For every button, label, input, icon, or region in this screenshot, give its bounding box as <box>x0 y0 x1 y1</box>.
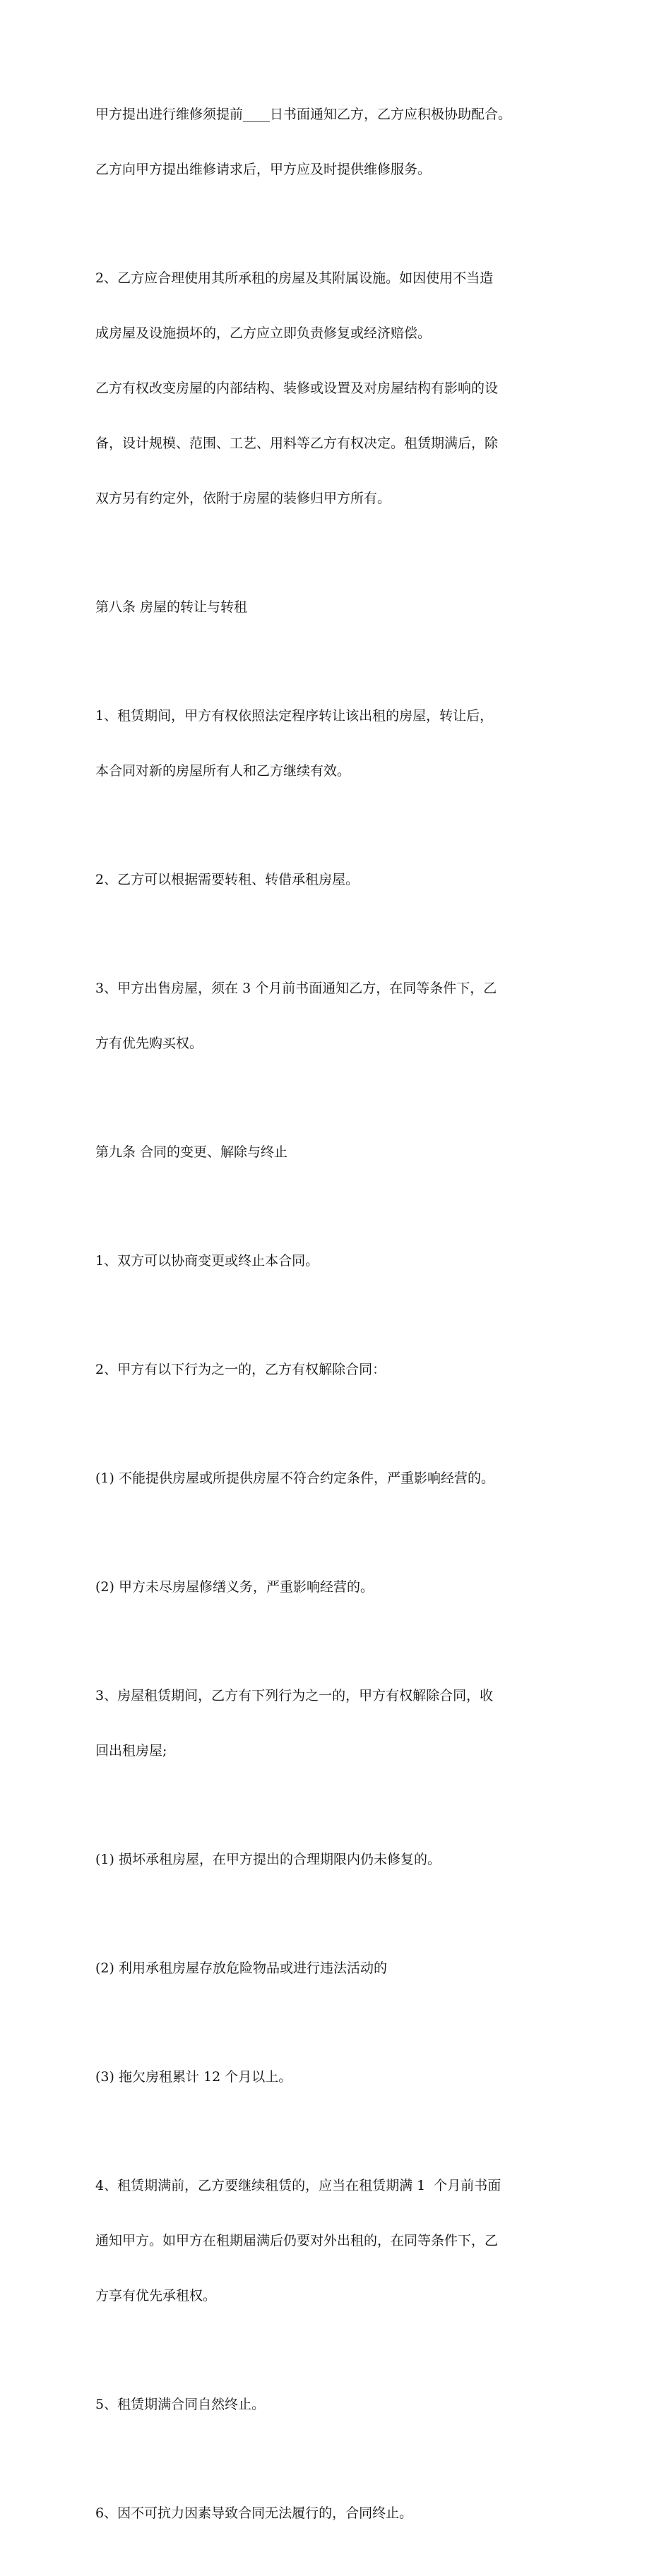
text-line: 方有优先购买权。 <box>95 1036 203 1051</box>
text-line: 甲方提出进行维修须提前____日书面通知乙方，乙方应积极协助配合。 <box>95 107 512 122</box>
paragraph-maintenance-notice <box>95 68 590 215</box>
paragraph-clause-2-item-2 <box>95 1541 590 1633</box>
text-line: 方享有优先承租权。 <box>95 2288 217 2304</box>
paragraph-clause-2-proper-use <box>95 232 590 544</box>
text-line: 乙方向甲方提出维修请求后，甲方应及时提供维修服务。 <box>95 162 432 177</box>
paragraph-clause-3-item-1 <box>95 1814 590 1905</box>
section-heading-article-9 <box>95 1106 590 1198</box>
text-line: 3、房屋租赁期间，乙方有下列行为之一的，甲方有权解除合同，收 <box>95 1688 494 1703</box>
paragraph-article-9-clause-6 <box>95 2467 590 2559</box>
paragraph-article-8-clause-3 <box>95 942 590 1089</box>
paragraph-clause-2-item-1 <box>95 1432 590 1524</box>
text-line: 回出租房屋; <box>95 1743 167 1759</box>
paragraph-article-9-clause-3 <box>95 1650 590 1797</box>
heading-line: 第八条 房屋的转让与转租 <box>95 599 248 615</box>
text-line: 3、甲方出售房屋，须在 3 个月前书面通知乙方，在同等条件下，乙 <box>95 981 497 996</box>
text-line: 1、双方可以协商变更或终止本合同。 <box>95 1253 319 1269</box>
document-body <box>95 68 590 2576</box>
text-line: 通知甲方。如甲方在租期届满后仍要对外出租的，在同等条件下，乙 <box>95 2233 499 2248</box>
text-line: 双方另有约定外，依附于房屋的装修归甲方所有。 <box>95 491 391 506</box>
paragraph-article-8-clause-1 <box>95 670 590 817</box>
text-line: 6、因不可抗力因素导致合同无法履行的，合同终止。 <box>95 2505 413 2521</box>
heading-line: 第九条 合同的变更、解除与终止 <box>95 1144 288 1160</box>
text-line: 2、乙方应合理使用其所承租的房屋及其附属设施。如因使用不当造 <box>95 270 494 286</box>
text-line: 本合同对新的房屋所有人和乙方继续有效。 <box>95 763 351 779</box>
text-line: 乙方有权改变房屋的内部结构、装修或设置及对房屋结构有影响的设 <box>95 381 499 396</box>
text-line: 成房屋及设施损坏的，乙方应立即负责修复或经济赔偿。 <box>95 325 432 341</box>
paragraph-article-9-clause-5 <box>95 2359 590 2450</box>
section-heading-article-8 <box>95 561 590 653</box>
text-line: 1、租赁期间，甲方有权依照法定程序转让该出租的房屋，转让后， <box>95 708 494 724</box>
text-line: (1) 不能提供房屋或所提供房屋不符合约定条件，严重影响经营的。 <box>95 1470 494 1486</box>
text-line: (3) 拖欠房租累计 12 个月以上。 <box>95 2069 292 2085</box>
text-line: 备，设计规模、范围、工艺、用料等乙方有权决定。租赁期满后，除 <box>95 436 499 451</box>
paragraph-article-8-clause-2 <box>95 834 590 925</box>
text-line: 2、乙方可以根据需要转租、转借承租房屋。 <box>95 872 360 887</box>
paragraph-clause-3-item-2 <box>95 1922 590 2014</box>
text-line: 5、租赁期满合同自然终止。 <box>95 2397 266 2412</box>
text-line: 4、租赁期满前，乙方要继续租赁的，应当在租赁期满 1 个月前书面 <box>95 2178 501 2193</box>
paragraph-article-9-clause-4 <box>95 2140 590 2342</box>
paragraph-clause-3-item-3 <box>95 2031 590 2123</box>
text-line: (2) 甲方未尽房屋修缮义务，严重影响经营的。 <box>95 1579 374 1595</box>
text-line: (2) 利用承租房屋存放危险物品或进行违法活动的 <box>95 1960 387 1976</box>
text-line: (1) 损坏承租房屋，在甲方提出的合理期限内仍未修复的。 <box>95 1852 441 1867</box>
paragraph-article-9-clause-2 <box>95 1324 590 1415</box>
text-line: 2、甲方有以下行为之一的，乙方有权解除合同： <box>95 1362 386 1377</box>
paragraph-article-9-clause-1 <box>95 1215 590 1307</box>
